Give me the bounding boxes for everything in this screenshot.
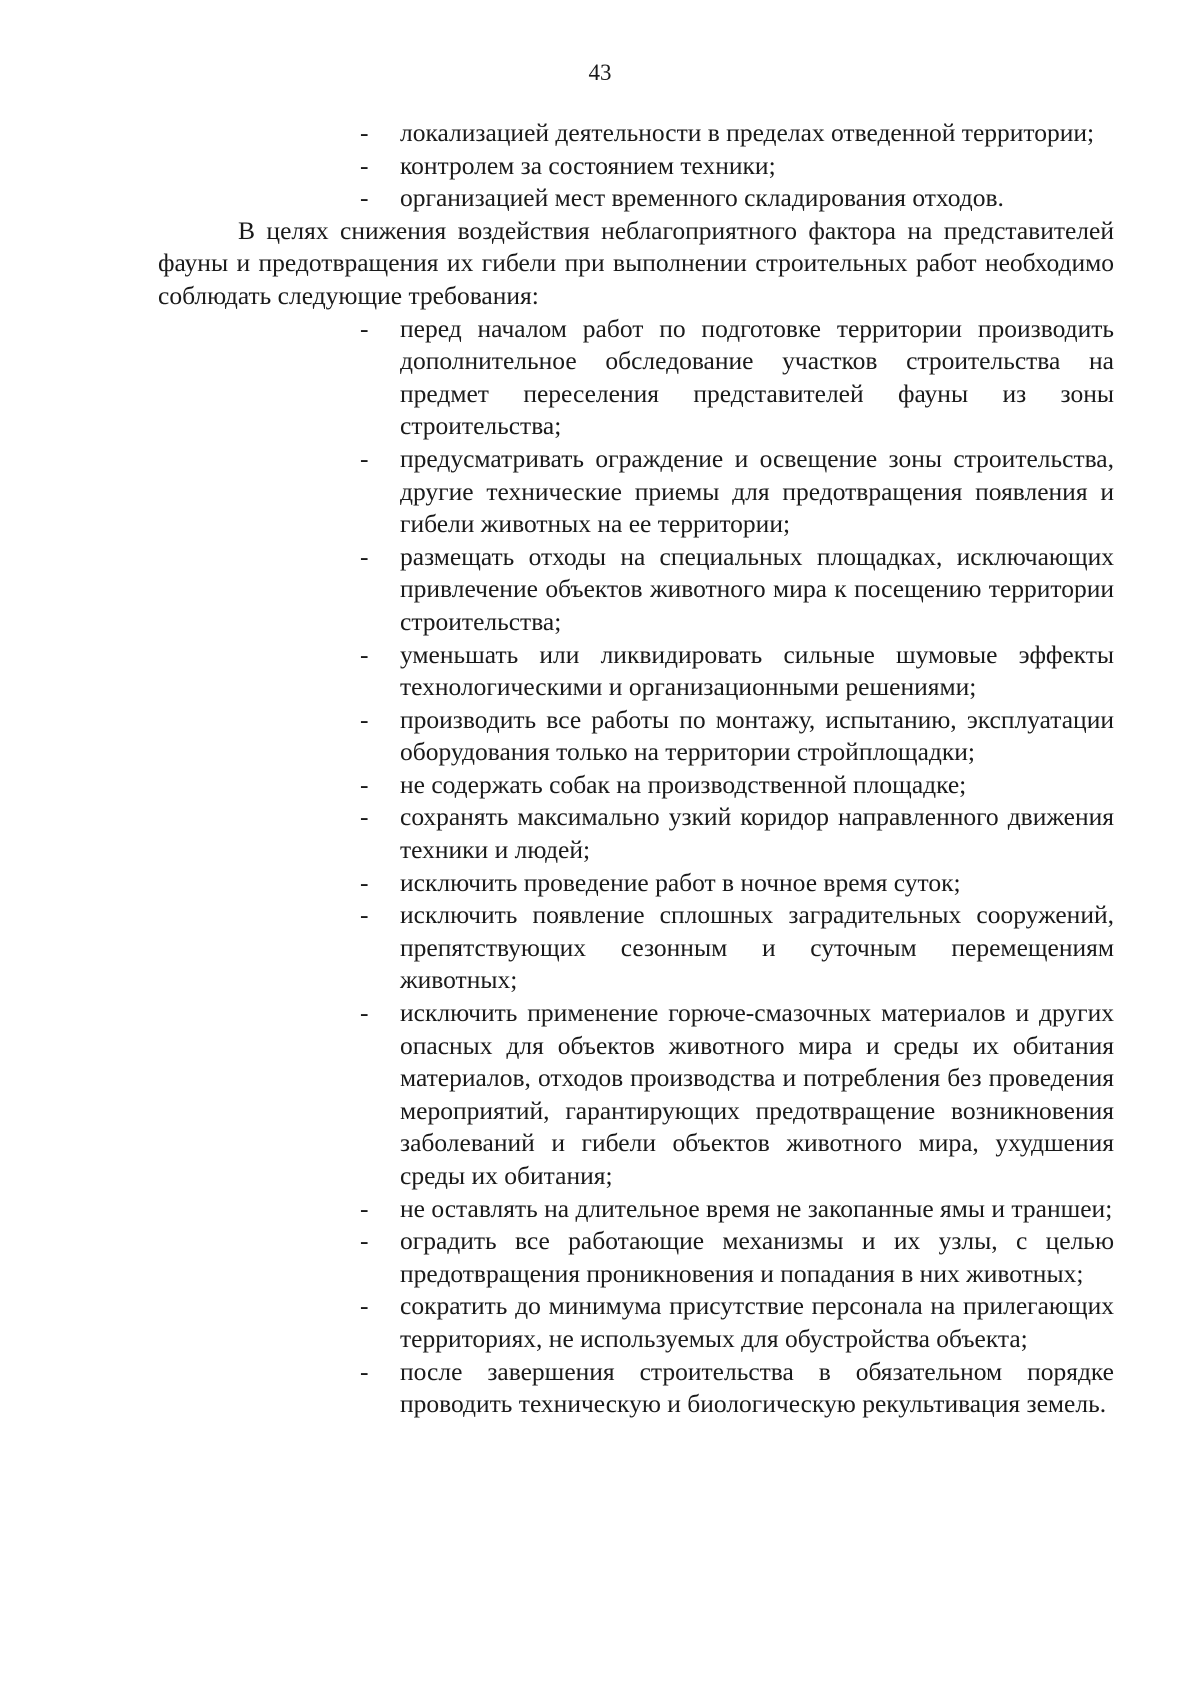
list-item-text: производить все работы по монтажу, испытанию, эксплуатации оборудования только на территории стройплощадки; [400,704,1114,767]
list-item [360,1356,1114,1421]
bullet-dash: - [360,769,369,799]
list-item [360,1193,1114,1226]
page-number: 43 [588,60,612,85]
bullet-dash: - [360,541,369,571]
bullet-dash: - [360,639,369,669]
bullet-dash: - [360,443,369,473]
requirements-bullet-list [158,313,1114,1421]
list-item [360,769,1114,802]
list-item-text: сократить до минимума присутствие персонала на прилегающих территориях, не используемых для обустройства объекта; [400,1291,1114,1353]
list-item-text: организацией мест временного складирования отходов. [400,183,1004,213]
list-item [360,639,1114,704]
bullet-dash: - [360,183,369,213]
bullet-dash: - [360,867,369,897]
list-item [360,899,1114,997]
bullet-dash: - [360,1356,369,1386]
list-item [360,1225,1114,1290]
list-item-text: перед началом работ по подготовке территории производить дополнительное обследование участков строительства на предмет переселения представителей фауны из зоны строительства; [400,313,1114,441]
bullet-dash: - [360,1193,369,1223]
list-item [360,1290,1114,1355]
bullet-dash: - [360,900,369,930]
list-item-text: сохранять максимально узкий коридор направленного движения техники и людей; [400,802,1114,865]
list-item [360,704,1114,769]
list-item [360,443,1114,541]
list-item [360,313,1114,443]
list-item-text: оградить все работающие механизмы и их узлы, с целью предотвращения проникновения и попадания в них животных; [400,1226,1114,1288]
list-item-text: уменьшать или ликвидировать сильные шумовые эффекты технологическими и организационными решениями; [400,639,1114,702]
list-item [360,867,1114,900]
list-item [360,117,1114,150]
list-item-text: локализацией деятельности в пределах отведенной территории; [400,118,1095,147]
list-item-text: исключить появление сплошных заградительных сооружений, препятствующих сезонным и суточным перемещениям животных; [400,900,1114,995]
list-item [360,182,1114,215]
list-item-text: размещать отходы на специальных площадках, исключающих привлечение объектов животного мира к посещению территории строительства; [400,541,1114,636]
list-item-text: после завершения строительства в обязательном порядке проводить техническую и биологическую рекультивация земель. [400,1356,1114,1419]
list-item [360,801,1114,866]
list-item-text: исключить проведение работ в ночное время суток; [400,867,961,897]
document-body [158,117,1114,1421]
bullet-dash: - [360,998,369,1028]
bullet-dash: - [360,1291,369,1321]
list-item-text: предусматривать ограждение и освещение зоны строительства, другие технические приемы для предотвращения появления и гибели животных на ее территории; [400,443,1114,539]
list-item [360,541,1114,639]
bullet-dash: - [360,1226,369,1256]
list-item [360,150,1114,183]
list-item-text: не содержать собак на производственной площадке; [400,769,967,799]
intro-bullet-list [158,117,1114,215]
requirements-intro-paragraph: В целях снижения воздействия неблагоприятного фактора на представителей фауны и предотвращения их гибели при выполнении строительных работ необходимо соблюдать следующие требования: [158,215,1114,310]
list-item-text: не оставлять на длительное время не закопанные ямы и траншеи; [400,1193,1113,1223]
list-item [360,997,1114,1193]
bullet-dash: - [360,150,369,180]
list-item-text: контролем за состоянием техники; [400,150,776,180]
list-item-text: исключить применение горюче-смазочных материалов и других опасных для объектов животного мира и среды их обитания материалов, отходов производства и потребления без проведения мероприятий, гарантирующих предотвращение возникновения заболеваний и гибели объектов животного мира, ухудшения среды их обитания; [400,998,1114,1190]
bullet-dash: - [360,118,369,147]
bullet-dash: - [360,704,369,734]
bullet-dash: - [360,802,369,832]
bullet-dash: - [360,313,369,343]
